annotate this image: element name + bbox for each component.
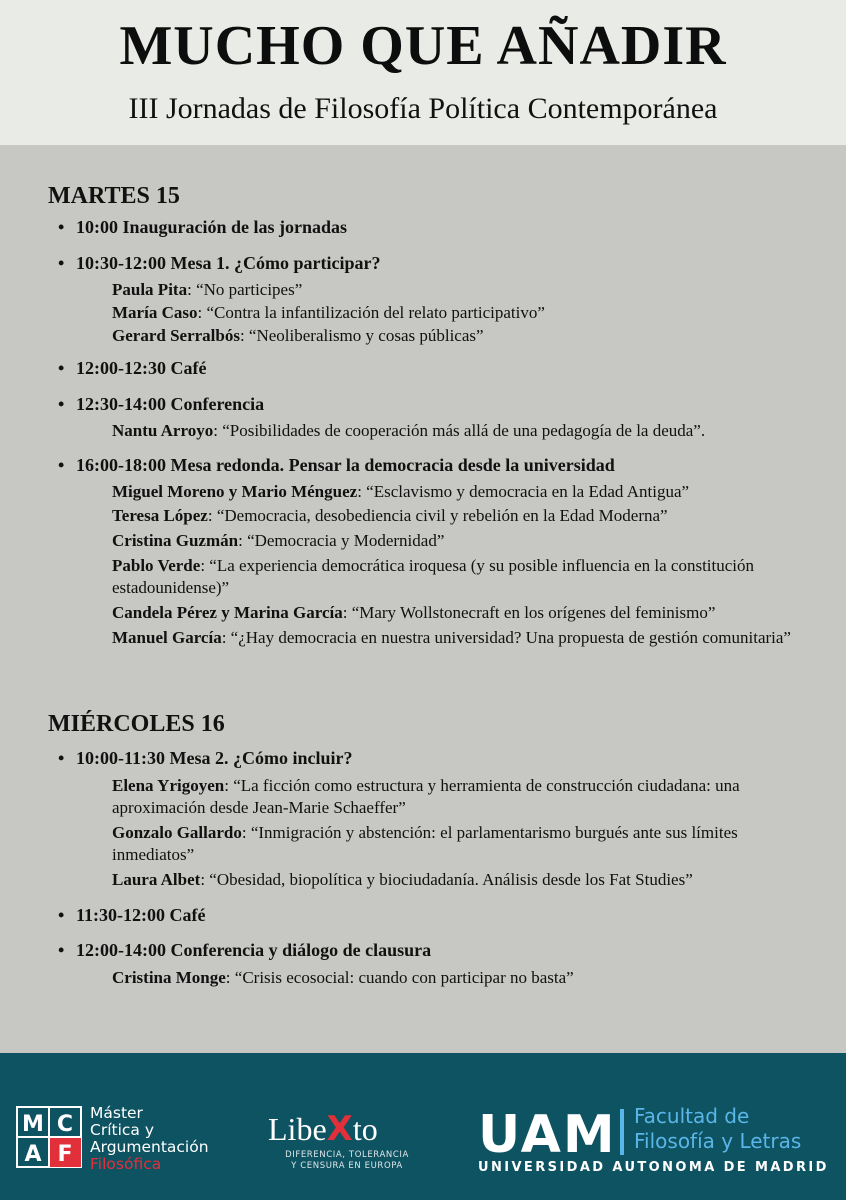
university-name: UNIVERSIDAD AUTONOMA DE MADRID [478,1160,829,1175]
schedule-item: • 12:00-14:00 Conferencia y diálogo de clausura [58,940,431,961]
talk [112,869,812,891]
speaker-name: Pablo Verde [112,556,201,575]
talk-title: : “Mary Wollstonecraft en los orígenes del feminismo” [342,603,716,622]
faculty-line: Facultad de [634,1104,750,1128]
page-title: MUCHO QUE AÑADIR [119,15,727,77]
mcaf-logo-icon [16,1106,82,1168]
speaker-name: Paula Pita [112,280,188,299]
talk-title: : “Democracia y Modernidad” [238,531,445,550]
libexto-tagline-line: DIFERENCIA, TOLERANCIA [285,1150,409,1160]
schedule-item: • 12:30-14:00 Conferencia [58,394,264,415]
speaker-name: Miguel Moreno y Mario Ménguez [112,482,358,501]
speaker-name: Manuel García [112,628,222,647]
speaker-name: Teresa López [112,506,208,525]
uam-logo: UAM [478,1105,617,1165]
talk-title: : “Posibilidades de cooperación más allá de una pedagogía de la deuda”. [213,421,706,440]
talk [112,627,812,649]
schedule-item: • 16:00-18:00 Mesa redonda. Pensar la democracia desde la universidad [58,455,615,476]
talk [112,555,812,599]
program [0,145,846,1053]
page-subtitle: III Jornadas de Filosofía Política Contemporánea [128,92,718,125]
talk-title: : “Democracia, desobediencia civil y rebelión en la Edad Moderna” [207,506,668,525]
talk [112,505,812,527]
talk-title: : “Neoliberalismo y cosas públicas” [239,326,484,345]
talk-title: : “No participes” [187,280,303,299]
talk-title: : “La ficción como estructura y herramienta de construcción ciudadana: una aproximación desde Jean-Marie Schaeffer” [112,776,740,817]
mcaf-line: Argumentación [90,1138,209,1156]
speaker-name: Elena Yrigoyen [112,776,225,795]
speaker-name: Gerard Serralbós [112,326,240,345]
mcaf-line: Filosófica [90,1155,162,1173]
talk [112,967,812,989]
header [0,0,846,145]
talk-title: : “Esclavismo y democracia en la Edad Antigua” [357,482,690,501]
faculty-name [634,1104,801,1154]
libexto-tagline-line: Y CENSURA EN EUROPA [291,1161,403,1171]
speaker-name: Candela Pérez y Marina García [112,603,343,622]
schedule-item: • 11:30-12:00 Café [58,905,205,926]
libexto-logo [268,1109,378,1149]
speaker-name: Cristina Guzmán [112,531,239,550]
schedule-item: • 10:00-11:30 Mesa 2. ¿Cómo incluir? [58,748,352,769]
mcaf-letter: A [24,1142,42,1167]
talk-title: : “La experiencia democrática iroquesa (y su posible influencia en la constitución estadounidense)” [112,556,755,597]
talk [112,775,812,819]
speaker-name: María Caso [112,303,198,322]
day-heading: MARTES 15 [48,183,180,209]
talk [112,325,812,347]
talk [112,822,812,866]
speaker-name: Nantu Arroyo [112,421,214,440]
mcaf-name [90,1105,209,1173]
talk [112,602,812,624]
schedule-item: • 10:30-12:00 Mesa 1. ¿Cómo participar? [58,253,380,274]
day-heading: MIÉRCOLES 16 [48,711,225,737]
speaker-name: Laura Albet [112,870,201,889]
mcaf-letter: C [56,1112,74,1137]
talk [112,530,812,552]
libexto-tagline [268,1150,426,1172]
talk-title: : “Obesidad, biopolítica y biociudadanía. Análisis desde los Fat Studies” [200,870,693,889]
talk-title: : “¿Hay democracia en nuestra universidad? Una propuesta de gestión comunitaria” [221,628,791,647]
talk [112,279,812,301]
libexto-post: to [352,1111,378,1147]
speaker-name: Gonzalo Gallardo [112,823,242,842]
talk [112,302,812,324]
uam-divider [620,1109,624,1155]
talk-title: : “Contra la infantilización del relato participativo” [197,303,545,322]
mcaf-letter: F [57,1142,73,1167]
speaker-name: Cristina Monge [112,968,226,987]
mcaf-line: Crítica y [90,1121,155,1139]
talk-title: : “Inmigración y abstención: el parlamentarismo burgués ante sus límites inmediatos” [112,823,738,864]
faculty-line: Filosofía y Letras [634,1129,802,1153]
mcaf-letter: M [22,1112,44,1137]
sponsor-footer [0,1053,846,1200]
mcaf-line: Máster [90,1104,143,1122]
libexto-x: X [326,1109,353,1149]
talk-title: : “Crisis ecosocial: cuando con participar no basta” [225,968,574,987]
talk [112,481,812,503]
schedule-item: • 12:00-12:30 Café [58,358,206,379]
talk [112,420,812,442]
schedule-item: • 10:00 Inauguración de las jornadas [58,217,347,238]
libexto-pre: Libe [268,1111,327,1147]
